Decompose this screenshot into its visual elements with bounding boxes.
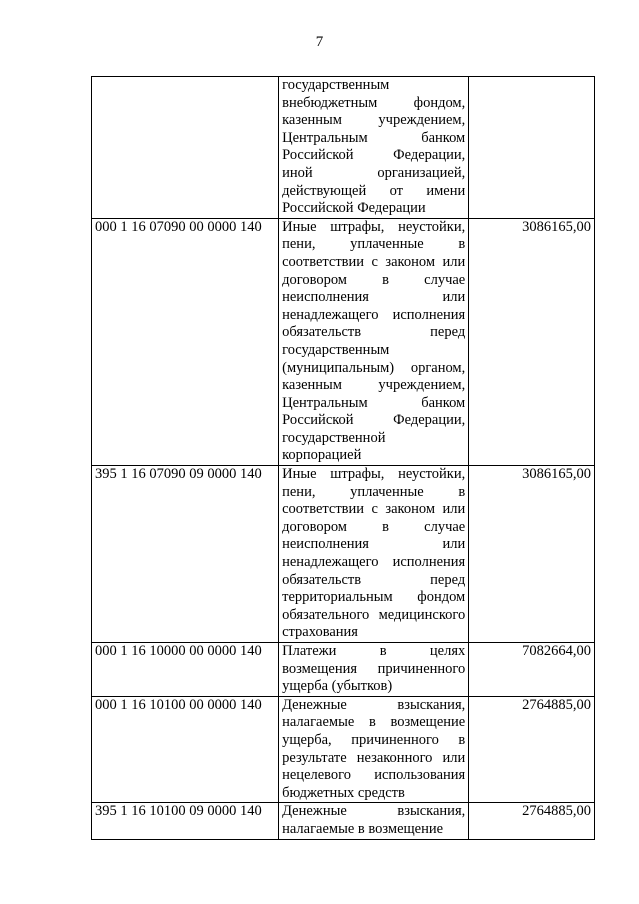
description-line: государственной xyxy=(282,429,386,446)
description-line: государственным xyxy=(282,341,390,358)
description-cell xyxy=(279,466,469,643)
description-cell xyxy=(279,696,469,803)
budget-code-cell xyxy=(92,77,279,219)
description-cell xyxy=(279,643,469,697)
description-line: Российской Федерации, xyxy=(282,412,466,429)
description-line: обязательств перед xyxy=(282,571,466,588)
description-cell xyxy=(279,803,469,839)
description-line: Денежные взыскания, xyxy=(282,696,466,713)
table-body xyxy=(92,77,595,840)
description-line: страхования xyxy=(282,624,358,641)
budget-code-cell: 000 1 16 07090 00 0000 140 xyxy=(92,218,279,465)
description-line: ущерба, причиненного в xyxy=(282,731,466,748)
description-line: Платежи в целях xyxy=(282,643,466,659)
budget-code-cell: 000 1 16 10000 00 0000 140 xyxy=(92,643,279,697)
amount-cell: 2764885,00 xyxy=(469,803,595,839)
description-line: обязательств перед xyxy=(282,324,466,341)
description-line: Иные штрафы, неустойки, xyxy=(282,218,466,235)
table-row xyxy=(92,466,595,643)
description-line: Иные штрафы, неустойки, xyxy=(282,466,466,483)
description-line: Центральным банком xyxy=(282,394,466,411)
page-number: 7 xyxy=(315,34,324,50)
description-line: Денежные взыскания, xyxy=(282,803,466,820)
amount-cell: 7082664,00 xyxy=(469,643,595,697)
description-line: ненадлежащего исполнения xyxy=(282,306,466,323)
description-line: действующей от имени xyxy=(282,182,466,199)
description-line: договором в случае xyxy=(282,518,466,535)
description-line: возмещения причиненного xyxy=(282,660,466,677)
description-line: Центральным банком xyxy=(282,129,466,146)
description-line: соответствии с законом или xyxy=(282,501,466,518)
description-line: внебюджетным фондом, xyxy=(282,94,466,111)
table-row xyxy=(92,696,595,803)
description-line: обязательного медицинского xyxy=(282,606,466,623)
table-row xyxy=(92,218,595,465)
description-line: иной организацией, xyxy=(282,164,466,181)
description-line: корпорацией xyxy=(282,447,362,464)
description-line: налагаемые в возмещение xyxy=(282,820,444,837)
description-line: неисполнения или xyxy=(282,289,466,306)
amount-cell xyxy=(469,77,595,219)
amount-cell: 2764885,00 xyxy=(469,696,595,803)
description-line: (муниципальным) органом, xyxy=(282,359,466,376)
description-line: Российской Федерации, xyxy=(282,147,466,164)
description-cell xyxy=(279,218,469,465)
description-line: налагаемые в возмещение xyxy=(282,714,466,731)
description-line: бюджетных средств xyxy=(282,784,405,801)
description-line: нецелевого использования xyxy=(282,767,466,784)
budget-code-cell: 395 1 16 07090 09 0000 140 xyxy=(92,466,279,643)
description-cell xyxy=(279,77,469,219)
table-row xyxy=(92,77,595,219)
table-row xyxy=(92,643,595,697)
description-line: государственным xyxy=(282,77,390,93)
table-row xyxy=(92,803,595,839)
description-line: договором в случае xyxy=(282,271,466,288)
description-line: соответствии с законом или xyxy=(282,253,466,270)
description-line: Российской Федерации xyxy=(282,200,426,217)
budget-code-cell: 000 1 16 10100 00 0000 140 xyxy=(92,696,279,803)
amount-cell: 3086165,00 xyxy=(469,466,595,643)
description-line: ненадлежащего исполнения xyxy=(282,554,466,571)
budget-code-cell: 395 1 16 10100 09 0000 140 xyxy=(92,803,279,839)
description-line: территориальным фондом xyxy=(282,589,466,606)
description-line: неисполнения или xyxy=(282,536,466,553)
description-line: пени, уплаченные в xyxy=(282,236,466,253)
description-line: казенным учреждением, xyxy=(282,377,466,394)
description-line: ущерба (убытков) xyxy=(282,678,393,695)
description-line: результате незаконного или xyxy=(282,749,466,766)
budget-table xyxy=(91,76,595,840)
description-line: пени, уплаченные в xyxy=(282,483,466,500)
description-line: казенным учреждением, xyxy=(282,112,466,129)
amount-cell: 3086165,00 xyxy=(469,218,595,465)
